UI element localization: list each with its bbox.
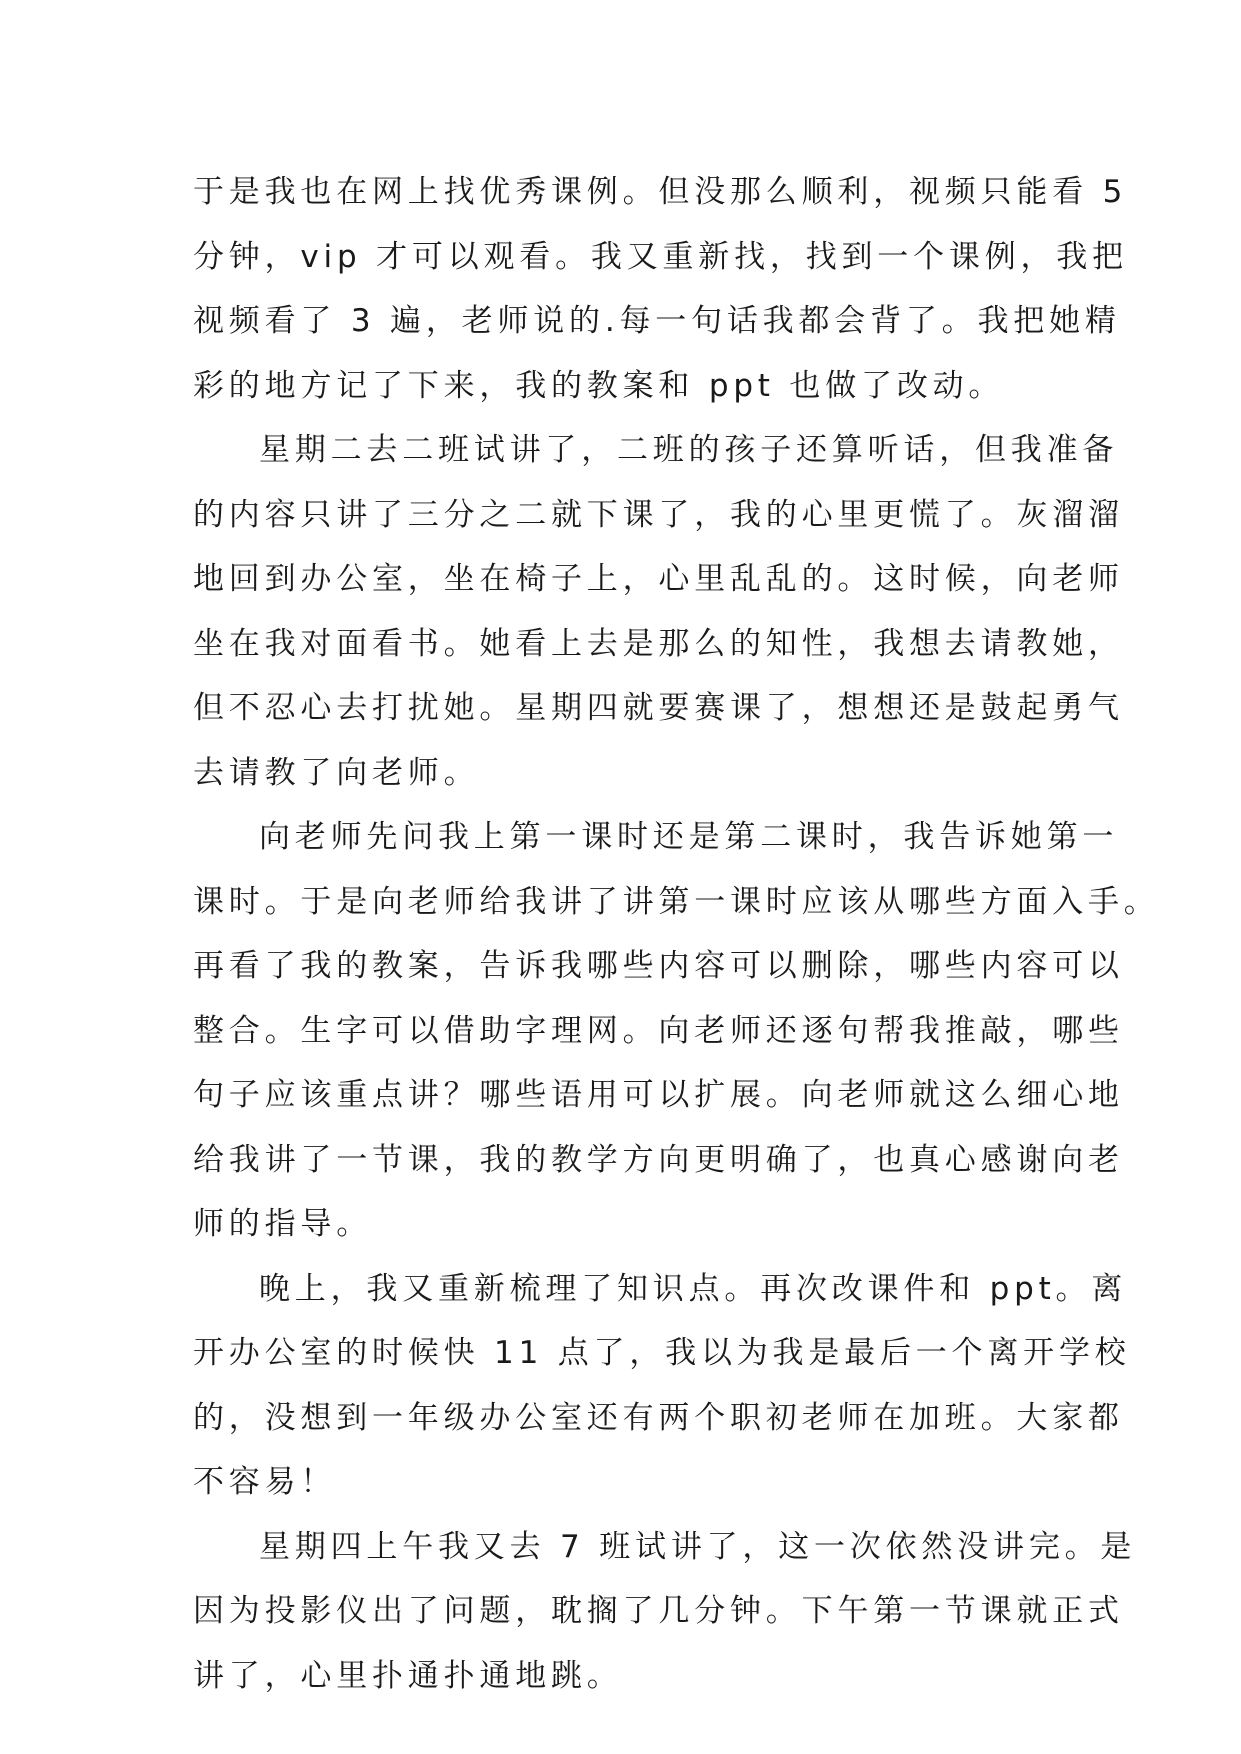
text-line: 师的指导。 [193,1206,372,1242]
text-line: 坐在我对面看书。她看上去是那么的知性，我想去请教她， [193,625,1124,662]
text-line: 向老师先问我上第一课时还是第二课时，我告诉她第一 [259,819,1119,855]
paragraph-4 [193,1257,1131,1515]
text-line: 但不忍心去打扰她。星期四就要赛课了，想想还是鼓起勇气 [193,690,1124,726]
text-line: 于是我也在网上找优秀课例。但没那么顺利，视频只能看 5 [193,174,1128,210]
text-line: 不容易！ [193,1464,337,1500]
document-body [193,160,1160,1708]
text-line: 开办公室的时候快 11 点了，我以为我是最后一个离开学校 [193,1335,1131,1371]
text-line: 去请教了向老师。 [193,754,480,791]
text-line: 分钟，vip 才可以观看。我又重新找，找到一个课例，我把 [193,238,1128,275]
text-line: 视频看了 3 遍，老师说的.每一句话我都会背了。我把她精 [193,303,1121,339]
text-line: 再看了我的教案，告诉我哪些内容可以删除，哪些内容可以 [193,948,1124,984]
text-line: 的，没想到一年级办公室还有两个职初老师在加班。大家都 [193,1399,1124,1436]
text-line: 讲了，心里扑通扑通地跳。 [193,1657,623,1694]
text-line: 星期四上午我又去 7 班试讲了，这一次依然没讲完。是 [259,1528,1137,1565]
paragraph-5 [193,1515,1137,1709]
text-line: 句子应该重点讲？哪些语用可以扩展。向老师就这么细心地 [193,1077,1124,1113]
text-line: 课时。于是向老师给我讲了讲第一课时应该从哪些方面入手。 [193,883,1160,920]
text-line: 整合。生字可以借助字理网。向老师还逐句帮我推敲，哪些 [193,1012,1124,1049]
text-line: 星期二去二班试讲了，二班的孩子还算听话，但我准备 [259,432,1119,468]
text-line: 给我讲了一节课，我的教学方向更明确了，也真心感谢向老 [193,1141,1124,1178]
text-line: 地回到办公室，坐在椅子上，心里乱乱的。这时候，向老师 [193,561,1124,597]
text-line: 晚上，我又重新梳理了知识点。再次改课件和 ppt。离 [259,1270,1128,1307]
paragraph-3 [193,805,1160,1257]
paragraph-1 [193,160,1128,418]
text-line: 彩的地方记了下来，我的教案和 ppt 也做了改动。 [193,367,1005,404]
text-line: 的内容只讲了三分之二就下课了，我的心里更慌了。灰溜溜 [193,496,1124,533]
paragraph-2 [193,418,1124,805]
text-line: 因为投影仪出了问题，耽搁了几分钟。下午第一节课就正式 [193,1593,1124,1629]
